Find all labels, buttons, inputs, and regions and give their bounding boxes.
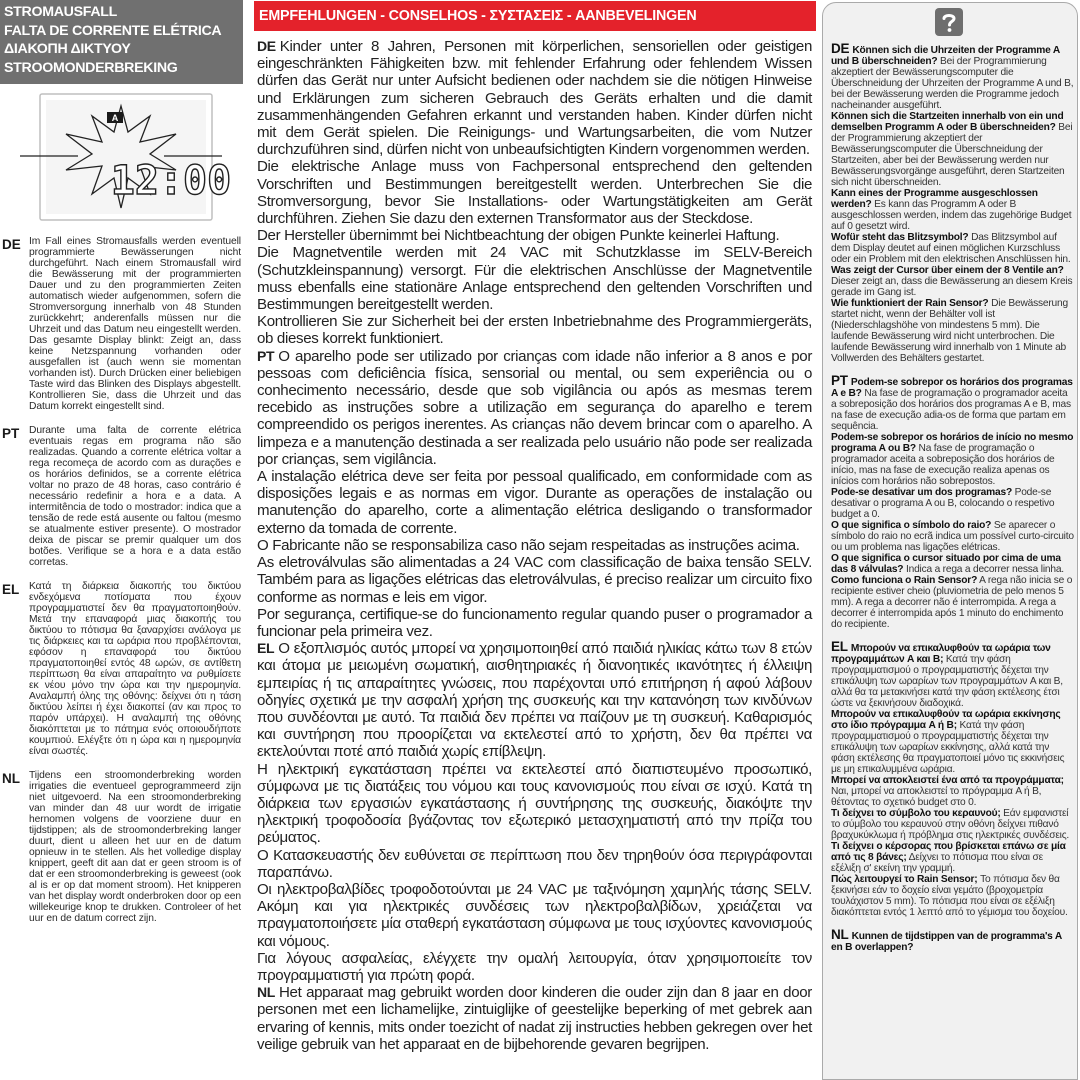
language-code: PT — [831, 373, 848, 388]
faq-question: Τι δείχνει το σύμβολο του κεραυνού; — [831, 808, 1001, 819]
power-failure-section-de — [0, 236, 243, 412]
faq-question: O que significa o símbolo do raio? — [831, 520, 992, 531]
faq-answer: Indica a rega a decorrer nessa linha. — [905, 564, 1064, 575]
faq-item — [831, 43, 1075, 111]
faq-question: Πώς λειτουργεί το Rain Sensor; — [831, 874, 978, 885]
section-paragraph: As eletroválvulas são alimentadas a 24 VAC com classificação de baixa tensão SELV. Também para as ligações elétricas das eletroválvulas, é preciso realizar um circuito fixo conforme as normas e leis em vigor. — [257, 554, 812, 606]
heading-line: STROMAUSFALL — [4, 4, 118, 20]
section-text: Durante uma falta de corrente elétrica eventuais regas em programa não são realizadas. Quando a corrente elétrica voltar a rega recomeça de acordo com as durações e os horários definidos, se a corrente elétrica voltar no prazo de 48 horas, caso contrário é necessário redefinir a hora e a data. A intermitência de todo o mostrador: indica que a tensão de rede está ausente ou faltou (mesmo se atualmente estiver presente). O mostrador deixa de piscar se premir qualquer um dos botões. Verifique se a hora e a data estão corretas. — [29, 425, 241, 568]
faq-item — [831, 298, 1075, 364]
heading-line: ΔΙΑΚΟΠΗ ΔΙΚΤΥΟΥ — [4, 41, 131, 57]
heading-line: STROOMONDERBREKING — [4, 59, 178, 76]
language-code: PT — [2, 426, 20, 441]
faq-item — [831, 841, 1075, 874]
language-code: NL — [831, 927, 849, 942]
faq-item — [831, 709, 1075, 775]
faq-answer: Es kann das Programm A oder B ausgeschlossen werden, indem das zugehörige Budget auf 0 gesetzt wird. — [831, 199, 1072, 232]
faq-item — [831, 874, 1075, 918]
faq-answer: Κατά την φάση προγραμματισμού ο προγραμματιστής δέχεται την επικάλυψη των ωραρίων των προγραμμάτων A και B, αλλά θα τα μετακινήσει κατά την φάση εκτέλεσης έτσι ώστε να ξεκινήσουν διαδοχικά. — [831, 654, 1063, 709]
faq-item — [831, 575, 1075, 630]
faq-question: Μπορούν να επικαλυφθούν τα ωράρια εκκίνησης στο ίδιο πρόγραμμα A ή B; — [831, 709, 1061, 731]
power-failure-section-el — [0, 581, 243, 757]
faq-section-nl — [831, 929, 1075, 953]
faq-item — [831, 487, 1075, 520]
faq-answer: Bei der Programmierung akzeptiert der Bewässerungscomputer die Überschneidung der Startzeiten, aber bei der Bewässerung werden nur Bewässerungsvorgänge ausgeführt, deren Startzeiten sich nicht überschneiden. — [831, 122, 1073, 188]
faq-question: Können sich die Uhrzeiten der Programme A und B überschneiden? — [831, 45, 1060, 67]
language-code: DE — [831, 41, 850, 56]
faq-answer: Bei der Programmierung akzeptiert der Bewässerungscomputer die Überschneidung der Uhrzeiten der Programme A und B, bei der Bewässerung werden die Programme jedoch nacheinander ausgeführt. — [831, 56, 1074, 111]
faq-question: Pode-se desativar um dos programas? — [831, 487, 1012, 498]
section-text: Ο εξοπλισμός αυτός μπορεί να χρησιμοποιηθεί από παιδιά ηλικίας κάτω των 8 ετών και άτομα με μειωμένη σωματική, αισθητηριακές ή διανοητικές ικανότητες ή έλλειψη εμπειρίας ή τις απαραίτητες γνώσεις, που παρέχονται υπό επιτήρηση ή αφού λάβουν οδηγίες σχετικά με την ασφαλή χρήση της συσκευής και την κατανόηση των κινδύνων που συνδέονται με αυτό. Τα παιδιά δεν πρέπει να παίζουν με τη συσκευή. Καθαρισμός και συντήρηση που προορίζεται να εκτελεστεί από το χρήστη, δεν θα πρέπει να εκτελούνται ποτέ από παιδιά χωρίς επίβλεψη. — [257, 640, 812, 761]
faq-item — [831, 520, 1075, 553]
section-paragraph: Για λόγους ασφαλείας, ελέγχετε την ομαλή λειτουργία, όταν χρησιμοποιείτε τον προγραμματιστή για πρώτη φορά. — [257, 949, 812, 984]
faq-item — [831, 641, 1075, 709]
faq-answer: A rega não inicia se o recipiente estiver cheio (pluviometria de pelo menos 5 mm). A rega a decorrer não é interrompida. A rega a decorrer é interrompida após 1 minuto do enchimento do recipiente. — [831, 575, 1073, 630]
faq-answer: Na fase de programação o programador aceita a sobreposição dos horários dos programas A e B, mas na fase de execução adia-os de forma que partam em sequência. — [831, 388, 1071, 432]
language-code: EL — [257, 640, 275, 657]
faq-answer: Κατά την φάση προγραμματισμού ο προγραμματιστής δέχεται την επικάλυψη των ωραρίων εκκίνησης, αλλά κατά την φάση εκτέλεσης θα πραγματοποιεί μόνο τις εκκινήσεις με μη επικαλυμμένα ωράρια. — [831, 720, 1065, 775]
section-paragraph: Οι ηλεκτροβαλβίδες τροφοδοτούνται με 24 VAC με ταξινόμηση χαμηλής τάσης SELV. Ακόμη και για ηλεκτρικές συνδέσεις των ηλεκτροβαλβίδων, χρειάζεται να πραγματοποιήσετε μία σταθερή εγκατάσταση σύμφωνα με τους ισχύοντες κανονισμούς και νόμους. — [257, 880, 812, 950]
language-code: DE — [257, 38, 276, 54]
question-mark-icon — [934, 7, 964, 37]
faq-item — [831, 775, 1075, 808]
section-paragraph: Die elektrische Anlage muss von Fachpersonal entsprechend den geltenden Vorschriften und Bestimmungen bereitgestellt werden. Unterbrechen Sie die Stromversorgung, bevor Sie Installations- oder Wartungstätigkeiten am Gerät durchführen. Ziehen Sie dazu den externen Transformator aus der Steckdose. — [257, 158, 812, 228]
faq-section-el — [831, 641, 1075, 918]
section-text: Tijdens een stroomonderbreking worden irrigaties die eventueel geprogrammeerd zijn niet uitgevoerd. Na een stroomonderbreking van minder dan 48 uur wordt de irrigatie hernomen volgens de voorziene duur en tijdstippen; als de stroomonderbreking langer duurt, dient u alleen het uur en de datum opnieuw in te stellen. Als het volledige display knippert, geeft dit aan dat er geen stroom is of dat er een stroomonderbreking is geweest (ook al is er op dat moment stroom). Het knipperen van het display wordt onderbroken door op een willekeurige knop te drukken. Controleer of het uur en de datum correct zijn. — [29, 770, 241, 924]
faq-answer: Das Blitzsymbol auf dem Display deutet auf einen möglichen Kurzschluss oder ein Problem mit den elektrischen Anschlüssen hin. — [831, 232, 1071, 265]
section-paragraph: Por segurança, certifique-se do funcionamento regular quando puser o programador a funcionar pela primeira vez. — [257, 605, 812, 640]
faq-answer: Pode-se desativar o programa A ou B, colocando o respetivo budget a 0. — [831, 487, 1055, 520]
faq-answer: Το πότισμα δεν θα ξεκινήσει εάν το δοχείο είναι γεμάτο (βροχομετρία τουλάχιστον 5 mm). Το πότισμα που είναι σε εξέλιξη διακόπτεται εντός 1 λεπτό από το γέμισμα του δοχείου. — [831, 874, 1068, 918]
faq-item — [831, 375, 1075, 432]
power-failure-section-nl — [0, 770, 243, 924]
faq-question: Kann eines der Programme ausgeschlossen werden? — [831, 188, 1038, 210]
recommendations-column — [254, 0, 816, 1080]
faq-question: O que significa o cursor situado por cima de uma das 8 válvulas? — [831, 553, 1061, 575]
section-text: Kinder unter 8 Jahren, Personen mit körperlichen, sensoriellen oder geistigen eingeschränkten Fähigkeiten bzw. mit fehlender Erfahrung oder fehlendem Wissen dürfen das Gerät nur unter Aufsicht bedienen oder nachdem sie die nötigen Hinweise und Erklärungen zum sicheren Gebrauch des Geräts erhalten und die damit zusammenhängenden Gefahren erkannt und verstanden haben. Kinder dürfen nicht mit dem Gerät spielen. Die Reinigungs- und Wartungsarbeiten, die vom Nutzer durchzuführen sind, dürfen nicht von unbeaufsichtigten Kindern vorgenommen werden. — [257, 38, 812, 159]
language-code: NL — [2, 771, 20, 786]
faq-item — [831, 265, 1075, 298]
lcd-clock: 12:00 — [110, 158, 232, 204]
section-paragraph: A instalação elétrica deve ser feita por pessoal qualificado, em conformidade com as disposições legais e as normas em vigor. Durante as operações de instalação ou manutenção do aparelho, corte a alimentação elétrica desligando o transformador externo da tomada de corrente. — [257, 468, 812, 537]
power-failure-sections — [0, 236, 243, 937]
faq-answer: Na fase de programação o programador aceita a sobreposição dos horários de início, mas na fase de execução realiza apenas os inícios com horários não sobrepostos. — [831, 443, 1055, 487]
section-paragraph: Η ηλεκτρική εγκατάσταση πρέπει να εκτελεστεί από διαπιστευμένο προσωπικό, σύμφωνα με τις διατάξεις του νόμου και τους κανονισμούς που είναι σε ισχύ. Κατά τη διάρκεια των εργασιών εγκατάστασης ή συντήρησης της συσκευής, διακόψτε την ηλεκτρική τροφοδοσία βγάζοντας τον εξωτερικό μετασχηματιστή από την πρίζα του ρεύματος. — [257, 760, 812, 847]
faq-answer: Dieser zeigt an, dass die Bewässerung an diesem Kreis gerade im Gang ist. — [831, 276, 1073, 298]
program-badge-label: A — [111, 113, 119, 123]
faq-panel — [822, 2, 1078, 1080]
faq-section-pt — [831, 375, 1075, 630]
section-text: Het apparaat mag gebruikt worden door kinderen die ouder zijn dan 8 jaar en door personen met een lichamelijke, zintuiglijke of geestelijke beperking of met gebrek aan ervaring of kennis, mits onder toezicht of nadat zij instructies hebben gekregen over het veilige gebruik van het apparaat en de bijbehorende gevaren begrijpen. — [257, 984, 812, 1053]
faq-item — [831, 808, 1075, 841]
section-first-paragraph — [257, 38, 812, 158]
faq-item — [831, 232, 1075, 265]
faq-question: Μπορούν να επικαλυφθούν τα ωράρια των προγραμμάτων A και B; — [831, 643, 1051, 665]
faq-question: Μπορεί να αποκλειστεί ένα από τα προγράμματα; — [831, 775, 1064, 786]
faq-question: Was zeigt der Cursor über einem der 8 Ventile an? — [831, 265, 1064, 276]
faq-question: Podem-se sobrepor os horários de início no mesmo programa A ou B? — [831, 432, 1074, 454]
faq-answer: Δείχνει το πότισμα που είναι σε εξέλιξη σ' εκείνη την γραμμή. — [831, 852, 1043, 874]
section-paragraph: Der Hersteller übernimmt bei Nichtbeachtung der obigen Punkte keinerlei Haftung. — [257, 227, 780, 245]
lcd-display-figure — [0, 84, 243, 230]
faq-question: Τι δείχνει ο κέρσορας που βρίσκεται επάνω σε μία από τις 8 βάνες; — [831, 841, 1066, 863]
faq-body — [831, 43, 1075, 964]
recommendations-section-el — [257, 640, 812, 984]
faq-answer: Se aparecer o símbolo do raio no ecrã indica um possível curto-circuito ou um problema nas ligações elétricas. — [831, 520, 1074, 553]
faq-item — [831, 111, 1075, 188]
faq-question: Können sich die Startzeiten innerhalb von ein und demselben Programm A oder B überschneiden? — [831, 111, 1064, 133]
faq-question: Podem-se sobrepor os horários dos programas A e B? — [831, 377, 1073, 399]
faq-question: Kunnen de tijdstippen van de programma's A en B overlappen? — [831, 931, 1062, 953]
section-paragraph: Die Magnetventile werden mit 24 VAC mit Schutzklasse im SELV-Bereich (Schutzkleinspannung) versorgt. Für die elektrischen Anschlüsse der Magnetventile muss ebenfalls eine stationäre Anlage entsprechend den geltenden Vorschriften und Bestimmungen bereitgestellt werden. — [257, 244, 812, 314]
faq-answer: Ναι, μπορεί να αποκλειστεί το πρόγραμμα A ή B, θέτοντας το σχετικό budget στο 0. — [831, 786, 1042, 808]
faq-item — [831, 432, 1075, 487]
language-code: NL — [257, 984, 275, 1001]
section-text: Im Fall eines Stromausfalls werden eventuell programmierte Bewässerungen nicht durchgeführt. Nach einem Stromausfall wird die Bewässerung mit der programmierten Dauer und zu den programmierten Zeiten automatisch wieder aufgenommen, sofern die Stromversorgung innerhalb von 48 Stunden zurückkehrt; anderenfalls müssen nur die Uhrzeit und das Datum neu eingestellt werden. Das gesamte Display blinkt: Zeigt an, dass keine Netzspannung vorhanden oder ausgefallen ist (auch wenn sie momentan vorhanden ist). Durch Drücken einer beliebigen Taste wird das Blinken des Displays abgestellt. Kontrollieren Sie, dass die Uhrzeit und das Datum korrekt eingestellt sind. — [29, 236, 241, 412]
recommendations-heading: EMPFEHLUNGEN - CONSELHOS - ΣΥΣΤΑΣΕΙΣ - AANBEVELINGEN — [254, 1, 816, 31]
section-first-paragraph — [257, 640, 812, 760]
faq-section-de — [831, 43, 1075, 364]
language-code: DE — [2, 237, 21, 252]
language-code: PT — [257, 347, 275, 364]
section-paragraph: Kontrollieren Sie zur Sicherheit bei der ersten Inbetriebnahme des Programmiergeräts, ob dieses korrekt funktioniert. — [257, 313, 812, 348]
recommendations-section-nl — [257, 984, 812, 1053]
recommendations-section-pt — [257, 348, 812, 640]
power-failure-section-pt — [0, 425, 243, 568]
blinking-display-illustration — [0, 84, 243, 230]
recommendations-section-de — [257, 38, 812, 348]
faq-item — [831, 188, 1075, 232]
faq-answer: Die Bewässerung startet nicht, wenn der Behälter voll ist (Niederschlagshöhe von mindestens 5 mm). Die laufende Bewässerung wird nicht unterbrochen. Die laufende Bewässerung wird innerhalb von 1 Minute ab Vollwerden des Behälters gestartet. — [831, 298, 1068, 364]
language-code: EL — [2, 582, 20, 597]
section-text: O aparelho pode ser utilizado por crianças com idade não inferior a 8 anos e por pessoas com deficiência física, sensorial ou mental, ou sem experiência ou o conhecimento necessário, desde que sob vigilância ou após as mesmas terem recebido as instruções sobre a utilização em segurança do aparelho e terem compreendido os perigos inerentes. As crianças não devem brincar com o aparelho. A limpeza e a manutenção destinada a ser realizada pelo usuário não pode ser realizada por crianças, sem vigilância. — [257, 347, 812, 468]
section-first-paragraph — [257, 984, 812, 1053]
faq-item — [831, 553, 1075, 575]
heading-line: FALTA DE CORRENTE ELÉTRICA — [4, 22, 222, 39]
power-failure-column — [0, 0, 243, 1080]
faq-question: Wie funktioniert der Rain Sensor? — [831, 298, 989, 309]
faq-question: Wofür steht das Blitzsymbol? — [831, 232, 969, 243]
section-text: Κατά τη διάρκεια διακοπής του δικτύου ενδεχόμενα ποτίσματα που έχουν προγραμματιστεί δεν θα πραγματοποιηθούν. Μετά την επαναφορά μιας διακοπής του δικτύου το πότισμα θα ξαναρχίσει ανάλογα με τις διάρκειες και τα ωράρια που προβλέπονται, εφόσον η επαναφορά του δικτύου πραγματοποιηθεί εντός 48 ωρών, σε αντίθετη περίπτωση θα είναι απαραίτητο να ρυθμίσετε εκ νέου μόνο την ώρα και την ημερομηνία. Αναλαμπή όλης της οθόνης: δείχνει ότι η τάση δικτύου λείπει ή έχει διακοπεί (αν και προς το παρόν υπάρχει). Η αναλαμπή της οθόνης διακόπτεται με το πάτημα ενός οποιουδήποτε κουμπιού. Ελέγξτε ότι η ώρα και η ημερομηνία είναι σωστές. — [29, 581, 241, 757]
section-paragraph: Ο Κατασκευαστής δεν ευθύνεται σε περίπτωση που δεν τηρηθούν όσα περιγράφονται παραπάνω. — [257, 846, 812, 881]
faq-item — [831, 929, 1075, 953]
section-first-paragraph — [257, 348, 812, 468]
faq-answer: Εάν εμφανιστεί το σύμβολο του κεραυνού στην οθόνη δείχνει πιθανό βραχυκύκλωμα ή πρόβλημα στις ηλεκτρικές συνδέσεις. — [831, 808, 1070, 841]
recommendations-body — [254, 31, 816, 1053]
faq-question: Como funciona o Rain Sensor? — [831, 575, 978, 586]
power-failure-heading — [0, 0, 243, 84]
section-paragraph: O Fabricante não se responsabiliza caso não sejam respeitadas as instruções acima. — [257, 536, 800, 554]
language-code: EL — [831, 639, 848, 654]
